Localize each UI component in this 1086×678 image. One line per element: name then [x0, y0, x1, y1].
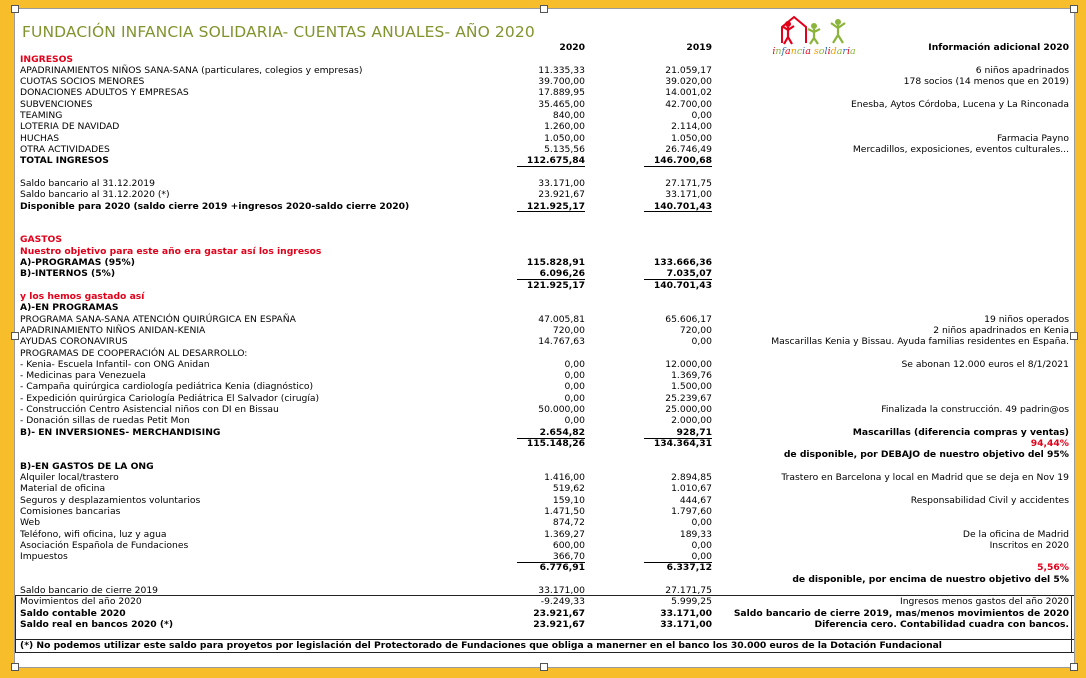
table-row	[15, 619, 1074, 630]
value-2020: 1.260,00	[544, 121, 585, 133]
table-row	[15, 246, 1074, 257]
row-info: Farmacia Payno	[996, 132, 1069, 144]
total-underline	[517, 211, 585, 212]
row-label: - Kenia- Escuela Infantil- con ONG Anidan	[20, 358, 210, 370]
value-2020: 5.135,56	[544, 143, 585, 155]
value-2019: 1.050,00	[671, 132, 712, 144]
value-2019: 0,00	[691, 539, 712, 551]
row-info: Mascarillas (diferencia compras y ventas)	[852, 426, 1069, 438]
row-label: Saldo contable 2020	[20, 607, 126, 619]
row-info: Finalizada la construcción. 49 padrin@os	[881, 404, 1069, 416]
total-underline	[644, 166, 712, 167]
resize-handle-middle-left[interactable]	[11, 332, 19, 340]
row-info: Ingresos menos gastos del año 2020	[900, 596, 1069, 608]
value-2020: 23.921,67	[538, 189, 585, 201]
row-label: - Expedición quirúrgica Cariología Pediátrica El Salvador (cirugía)	[20, 392, 320, 404]
footnote-row	[15, 640, 1074, 651]
resize-handle-top-center[interactable]	[540, 5, 548, 13]
table-row	[15, 529, 1074, 540]
row-label: PROGRAMAS DE COOPERACIÓN AL DESARROLLO:	[20, 347, 248, 359]
table-row	[15, 76, 1074, 87]
value-2020: 115.148,26	[526, 438, 585, 450]
row-label: Teléfono, wifi oficina, luz y agua	[20, 528, 167, 540]
row-label: Saldo bancario al 31.12.2020 (*)	[20, 189, 170, 201]
value-2020: 159,10	[552, 494, 585, 506]
table-row	[15, 596, 1074, 607]
row-info: de disponible, por encima de nuestro objetivo del 5%	[792, 573, 1069, 585]
row-label: APADRINAMIENTOS NIÑOS SANA-SANA (particulares, colegios y empresas)	[20, 64, 363, 76]
row-label: A)-EN PROGRAMAS	[20, 302, 119, 314]
row-info: 178 socios (14 menos que en 2019)	[903, 76, 1069, 88]
table-row	[15, 540, 1074, 551]
value-2019: 33.171,00	[660, 619, 712, 630]
row-info: Enesba, Aytos Córdoba, Lucena y La Rinconada	[850, 98, 1069, 110]
row-label: y los hemos gastado así	[20, 291, 145, 302]
value-2020: 11.335,33	[538, 64, 585, 76]
value-2020: 39.700,00	[538, 76, 585, 88]
column-header-2020: 2020	[559, 42, 585, 53]
resize-handle-top-right[interactable]	[1070, 5, 1078, 13]
row-label: Nuestro objetivo para este año era gastar así los ingresos	[20, 245, 322, 257]
value-2020: 33.171,00	[538, 177, 585, 189]
value-2020: 121.925,17	[526, 200, 585, 212]
value-2020: 33.171,00	[538, 585, 585, 597]
value-2019: 25.239,67	[665, 392, 712, 404]
value-2020: 840,00	[552, 110, 585, 122]
value-2019: 27.171,75	[665, 177, 712, 189]
row-info: 2 niños apadrinados en Kenia	[933, 324, 1069, 336]
value-2019: 42.700,00	[665, 98, 712, 110]
value-2019: 27.171,75	[665, 585, 712, 597]
table-row	[15, 438, 1074, 449]
row-label: Saldo bancario de cierre 2019	[20, 585, 159, 597]
table-row	[15, 280, 1074, 291]
row-info: 94,44%	[1030, 438, 1069, 450]
row-label: GASTOS	[20, 234, 62, 246]
value-2020: 0,00	[564, 358, 585, 370]
total-underline	[644, 562, 712, 563]
value-2019: 14.001,02	[665, 87, 712, 99]
row-label: Impuestos	[20, 551, 68, 563]
value-2019: 2.114,00	[671, 121, 712, 133]
table-row	[15, 257, 1074, 268]
total-underline	[517, 562, 585, 563]
value-2020: 0,00	[564, 392, 585, 404]
table-row	[15, 381, 1074, 392]
row-label: TOTAL INGRESOS	[20, 155, 109, 167]
total-underline	[517, 166, 585, 167]
value-2020: 1.416,00	[544, 471, 585, 483]
row-info: Trastero en Barcelona y local en Madrid que se deja en Nov 19	[781, 471, 1069, 483]
table-row	[15, 562, 1074, 573]
row-label: APADRINAMIENTO NIÑOS ANIDAN-KENIA	[20, 324, 206, 336]
row-info: Diferencia cero. Contabilidad cuadra con bancos.	[814, 619, 1069, 630]
row-label: B)-INTERNOS (5%)	[20, 268, 116, 280]
row-label: Saldo real en bancos 2020 (*)	[20, 619, 174, 630]
column-header-info: Información adicional 2020	[928, 42, 1069, 53]
table-row	[15, 370, 1074, 381]
value-2020: 6.096,26	[539, 268, 585, 280]
row-label: OTRA ACTIVIDADES	[20, 143, 110, 155]
row-label: - Campaña quirúrgica cardiología pediátrica Kenia (diagnóstico)	[20, 381, 314, 393]
value-2020: 366,70	[552, 551, 585, 563]
column-header-2019: 2019	[686, 42, 712, 53]
value-2019: 5.999,25	[671, 596, 712, 608]
value-2019: 33.171,00	[665, 189, 712, 201]
total-underline	[644, 279, 712, 280]
value-2019: 2.000,00	[671, 415, 712, 427]
value-2019: 25.000,00	[665, 404, 712, 416]
row-info: Se abonan 12.000 euros el 8/1/2021	[901, 358, 1069, 370]
total-underline	[517, 279, 585, 280]
table-row	[15, 314, 1074, 325]
value-2020: 50.000,00	[538, 404, 585, 416]
row-info: 5,56%	[1037, 562, 1069, 574]
table-row	[15, 348, 1074, 359]
row-label: - Construcción Centro Asistencial niños con DI en Bissau	[20, 404, 279, 416]
table-row	[15, 415, 1074, 426]
row-label: Alquiler local/trastero	[20, 471, 119, 483]
value-2019: 0,00	[691, 336, 712, 348]
value-2020: 121.925,17	[526, 279, 585, 291]
table-row	[15, 517, 1074, 528]
value-2020: 519,62	[552, 483, 585, 495]
table-row	[15, 87, 1074, 98]
row-label: LOTERIA DE NAVIDAD	[20, 121, 120, 133]
value-2019: 140.701,43	[653, 279, 712, 291]
table-row	[15, 155, 1074, 166]
value-2020: 874,72	[552, 517, 585, 529]
value-2020: 14.767,63	[538, 336, 585, 348]
divider-bottom	[15, 652, 1074, 653]
table-row	[15, 506, 1074, 517]
table-row	[15, 212, 1074, 223]
value-2019: 2.894,85	[671, 471, 712, 483]
row-label: Web	[20, 517, 41, 529]
table-row	[15, 144, 1074, 155]
row-info: Inscritos en 2020	[989, 539, 1069, 551]
table-row	[15, 574, 1074, 585]
table-row	[15, 449, 1074, 460]
total-underline	[644, 211, 712, 212]
row-info: De la oficina de Madrid	[962, 528, 1069, 540]
value-2019: 146.700,68	[653, 155, 712, 167]
table-row	[15, 110, 1074, 121]
row-label: Disponible para 2020 (saldo cierre 2019 +ingresos 2020-saldo cierre 2020)	[20, 200, 410, 212]
total-underline	[644, 438, 712, 439]
table-row	[15, 608, 1074, 619]
value-2020: 720,00	[552, 324, 585, 336]
value-2019: 189,33	[679, 528, 712, 540]
table-row	[15, 483, 1074, 494]
row-label: DONACIONES ADULTOS Y EMPRESAS	[20, 87, 189, 99]
table-row	[15, 472, 1074, 483]
row-label: - Donación sillas de ruedas Petit Mon	[20, 415, 190, 427]
row-info: 6 niños apadrinados	[975, 64, 1069, 76]
row-info: Mascarillas Kenia y Bissau. Ayuda familias residentes en España.	[771, 336, 1069, 348]
value-2019: 26.746,49	[665, 143, 712, 155]
value-2019: 133.666,36	[653, 257, 712, 269]
value-2019: 1.500,00	[671, 381, 712, 393]
table-row	[15, 189, 1074, 200]
row-label: B)-EN GASTOS DE LA ONG	[20, 460, 154, 472]
table-row	[15, 65, 1074, 76]
value-2020: 600,00	[552, 539, 585, 551]
value-2019: 21.059,17	[665, 64, 712, 76]
row-label: PROGRAMA SANA-SANA ATENCIÓN QUIRÚRGICA EN ESPAÑA	[20, 313, 296, 325]
spreadsheet-page	[14, 8, 1075, 668]
row-label: Saldo bancario al 31.12.2019	[20, 177, 155, 189]
row-label: AYUDAS CORONAVIRUS	[20, 336, 128, 348]
value-2019: 6.337,12	[666, 562, 712, 574]
table-row	[15, 325, 1074, 336]
value-2020: 35.465,00	[538, 98, 585, 110]
logo-text: infancia solidaria	[772, 46, 856, 57]
value-2020: 1.050,00	[544, 132, 585, 144]
value-2019: 65.606,17	[665, 313, 712, 325]
resize-handle-top-left[interactable]	[11, 5, 19, 13]
table-row	[15, 393, 1074, 404]
value-2020: 0,00	[564, 415, 585, 427]
row-label: SUBVENCIONES	[20, 98, 93, 110]
row-info: Responsabilidad Civil y accidentes	[910, 494, 1069, 506]
row-label: Comisiones bancarias	[20, 505, 121, 517]
value-2019: 33.171,00	[660, 607, 712, 619]
table-row	[15, 167, 1074, 178]
row-info: Saldo bancario de cierre 2019, mas/menos movimientos de 2020	[733, 607, 1069, 619]
value-2020: 115.828,91	[526, 257, 585, 269]
table-row	[15, 133, 1074, 144]
value-2020: 47.005,81	[538, 313, 585, 325]
row-label: CUOTAS SOCIOS MENORES	[20, 76, 145, 88]
value-2020: 1.369,27	[544, 528, 585, 540]
value-2019: 12.000,00	[665, 358, 712, 370]
table-row	[15, 551, 1074, 562]
value-2020: 6.776,91	[539, 562, 585, 574]
value-2019: 0,00	[691, 551, 712, 563]
value-2019: 1.369,76	[671, 370, 712, 382]
value-2020: 0,00	[564, 370, 585, 382]
value-2019: 134.364,31	[653, 438, 712, 450]
table-row	[15, 201, 1074, 212]
table-row	[15, 178, 1074, 189]
value-2019: 140.701,43	[653, 200, 712, 212]
value-2019: 0,00	[691, 517, 712, 529]
row-label: Movimientos del año 2020	[20, 596, 142, 608]
divider-top	[15, 595, 1074, 596]
row-label: INGRESOS	[20, 53, 74, 65]
table-row	[15, 291, 1074, 302]
row-info: de disponible, por DEBAJO de nuestro objetivo del 95%	[783, 449, 1069, 461]
page-title: FUNDACIÓN INFANCIA SOLIDARIA- CUENTAS ANUALES- AÑO 2020	[22, 23, 535, 41]
footnote-text: (*) No podemos utilizar este saldo para proyetos por legislación del Protectorado de Fundaciones que obliga a manerner en el banco los 30.000 euros de la Dotación Fundacional	[20, 640, 942, 651]
value-2020: 17.889,95	[538, 87, 585, 99]
table-row	[15, 121, 1074, 132]
table-row	[15, 427, 1074, 438]
row-label: Material de oficina	[20, 483, 106, 495]
table-row	[15, 302, 1074, 313]
value-2019: 1.797,60	[671, 505, 712, 517]
table-row	[15, 268, 1074, 279]
row-label: Seguros y desplazamientos voluntarios	[20, 494, 201, 506]
row-label: HUCHAS	[20, 132, 60, 144]
value-2019: 0,00	[691, 110, 712, 122]
value-2019: 39.020,00	[665, 76, 712, 88]
resize-handle-bottom-right[interactable]	[1070, 663, 1078, 671]
resize-handle-bottom-left[interactable]	[11, 663, 19, 671]
row-info: 19 niños operados	[984, 313, 1069, 325]
table-row	[15, 54, 1074, 65]
value-2019: 444,67	[679, 494, 712, 506]
table-row	[15, 461, 1074, 472]
row-label: B)- EN INVERSIONES- MERCHANDISING	[20, 426, 221, 438]
table-row	[15, 223, 1074, 234]
column-header-row	[15, 42, 1074, 53]
table-row	[15, 234, 1074, 245]
value-2020: 112.675,84	[526, 155, 585, 167]
table-row	[15, 404, 1074, 415]
resize-handle-bottom-center[interactable]	[540, 663, 548, 671]
value-2019: 720,00	[679, 324, 712, 336]
table-row	[15, 359, 1074, 370]
value-2019: 1.010,67	[671, 483, 712, 495]
row-info: Mercadillos, exposiciones, eventos culturales...	[852, 143, 1069, 155]
value-2020: 2.654,82	[539, 426, 585, 438]
row-label: TEAMING	[20, 110, 63, 122]
value-2020: 23.921,67	[533, 619, 585, 630]
resize-handle-middle-right[interactable]	[1070, 332, 1078, 340]
row-label: A)-PROGRAMAS (95%)	[20, 257, 135, 269]
value-2019: 928,71	[676, 426, 712, 438]
value-2020: 23.921,67	[533, 607, 585, 619]
value-2019: 7.035,07	[666, 268, 712, 280]
value-2020: 0,00	[564, 381, 585, 393]
value-2020: -9.249,33	[540, 596, 585, 608]
table-row	[15, 495, 1074, 506]
value-2020: 1.471,50	[544, 505, 585, 517]
total-underline	[517, 438, 585, 439]
row-label: Asociación Española de Fundaciones	[20, 539, 189, 551]
row-label: - Medicinas para Venezuela	[20, 370, 146, 382]
table-row	[15, 336, 1074, 347]
table-row	[15, 99, 1074, 110]
